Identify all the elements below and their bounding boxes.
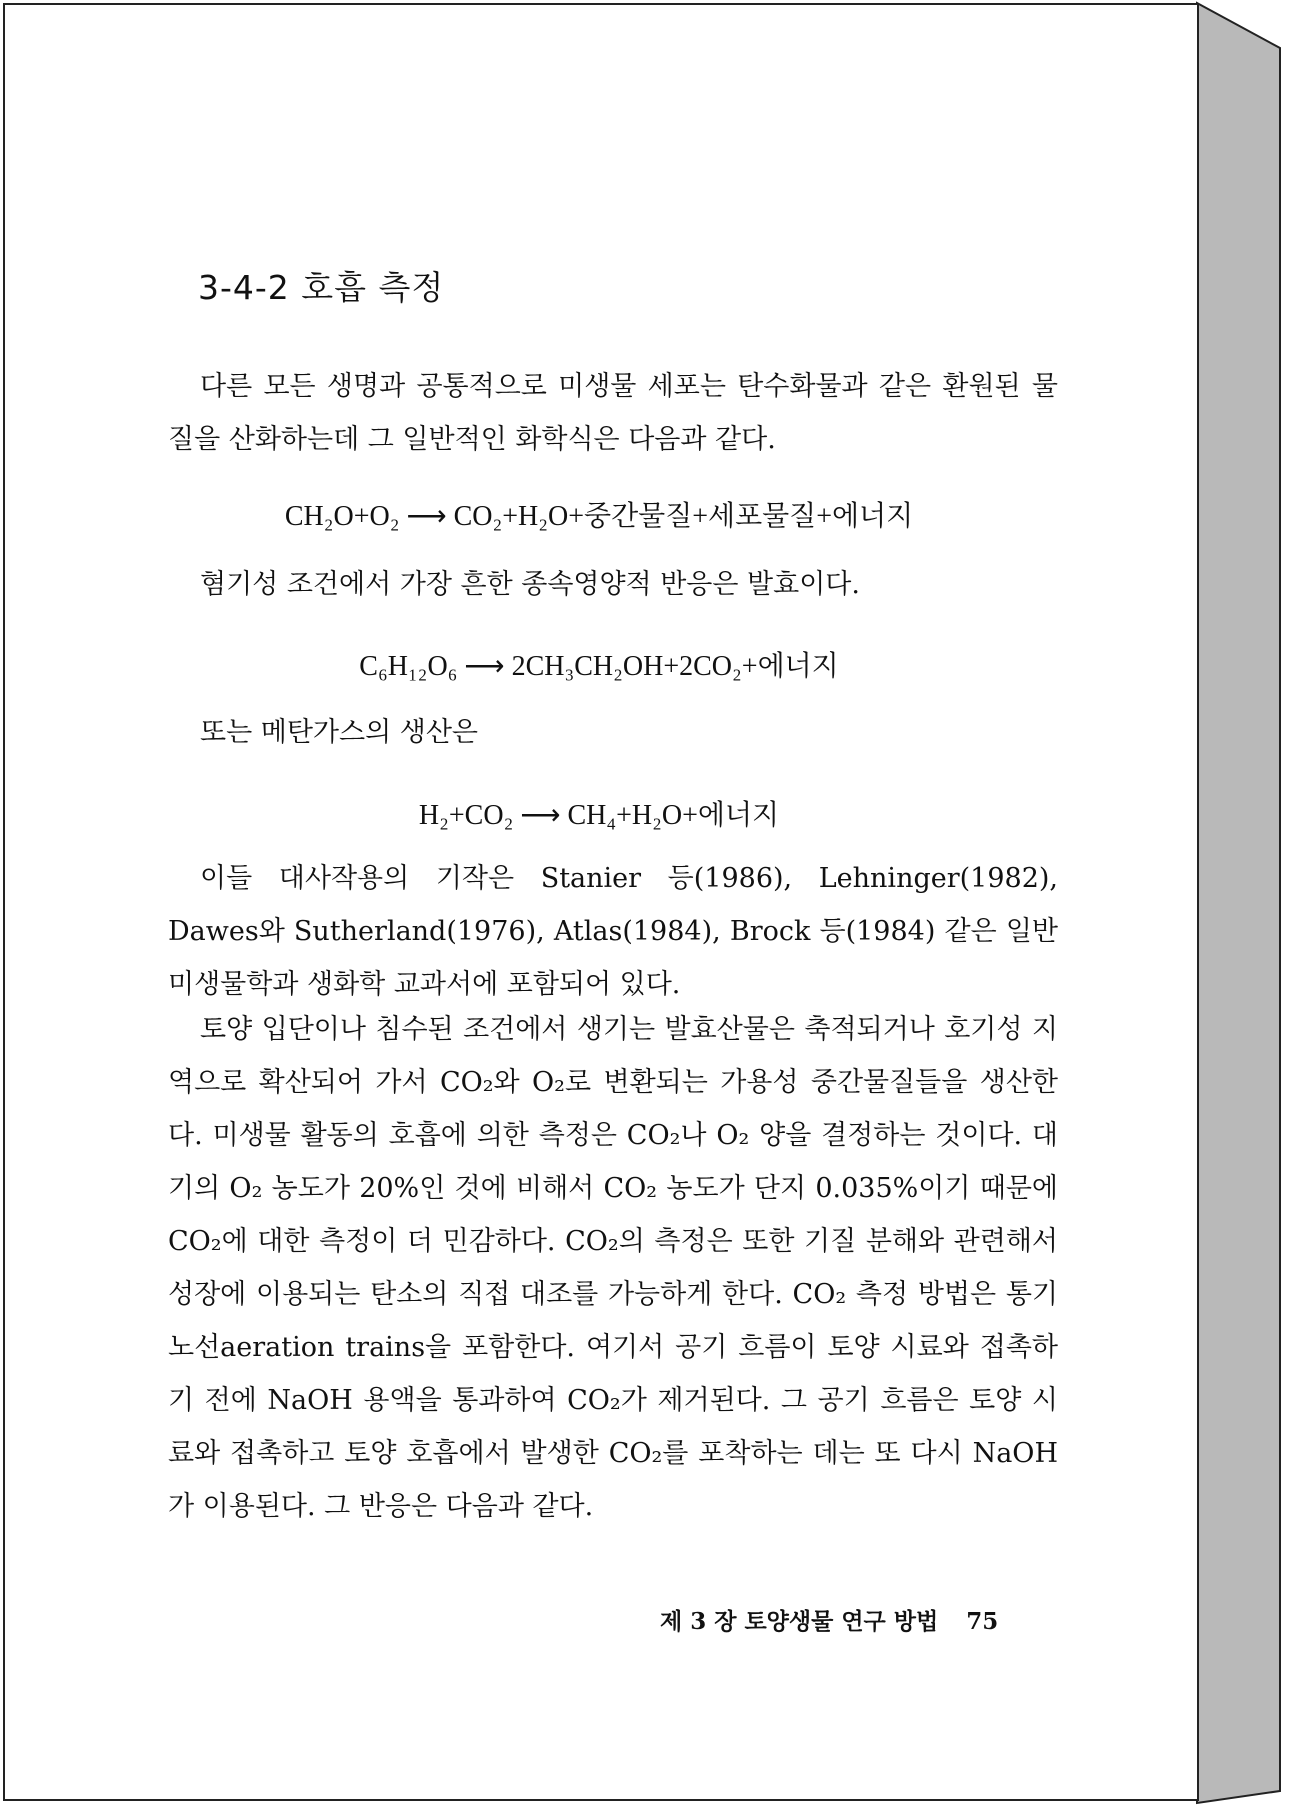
chapter-title: 제 3 장 토양생물 연구 방법: [660, 1608, 939, 1635]
paragraph-intro: 다른 모든 생명과 공통적으로 미생물 세포는 탄수화물과 같은 환원된 물질을 산화하는데 그 일반적인 화학식은 다음과 같다.: [168, 371, 1058, 455]
paragraph-co2-measurement: 토양 입단이나 침수된 조건에서 생기는 발효산물은 축적되거나 호기성 지역으로 확산되어 가서 CO₂와 O₂로 변환되는 가용성 중간물질들을 생산한다. 미생물 활동의 호흡에 의한 측정은 CO₂나 O₂ 양을 결정하는 것이다. 대기의 O₂ 농도가 20%인 것에 비해서 CO₂ 농도가 단지 0.035%이기 때문에 CO₂에 대한 측정이 더 민감하다. CO₂의 측정은 또한 기질 분해와 관련해서 성장에 이용되는 탄소의 직접 대조를 가능하게 한다. CO₂ 측정 방법은 통기 노선aeration trains을 포함한다. 여기서 공기 흐름이 토양 시료와 접촉하기 전에 NaOH 용액을 통과하여 CO₂가 제거된다. 그 공기 흐름은 토양 시료와 접촉하고 토양 호흡에서 발생한 CO₂를 포착하는 데는 또 다시 NaOH가 이용된다. 그 반응은 다음과 같다.: [168, 1014, 1058, 1522]
paragraph-methane: 또는 메탄가스의 생산은: [200, 717, 478, 748]
paragraph-fermentation: 혐기성 조건에서 가장 흔한 종속영양적 반응은 발효이다.: [200, 569, 860, 600]
equation-fermentation: C₆H₁₂O₆ ⟶ 2CH₃CH₂OH+2CO₂+에너지: [359, 651, 839, 682]
page-number: 75: [966, 1608, 999, 1635]
equation-respiration: CH₂O+O₂ ⟶ CO₂+H₂O+중간물질+세포물질+에너지: [284, 501, 914, 532]
section-heading: 3-4-2 호흡 측정: [198, 268, 445, 307]
equation-methanogenesis: H₂+CO₂ ⟶ CH₄+H₂O+에너지: [418, 800, 780, 831]
paragraph-references: 이들 대사작용의 기작은 Stanier 등(1986), Lehninger(1982), Dawes와 Sutherland(1976), Atlas(1984), Brock 등(1984) 같은 일반 미생물학과 생화학 교과서에 포함되어 있다.: [168, 863, 1058, 1000]
page-footer: [660, 1603, 998, 1636]
